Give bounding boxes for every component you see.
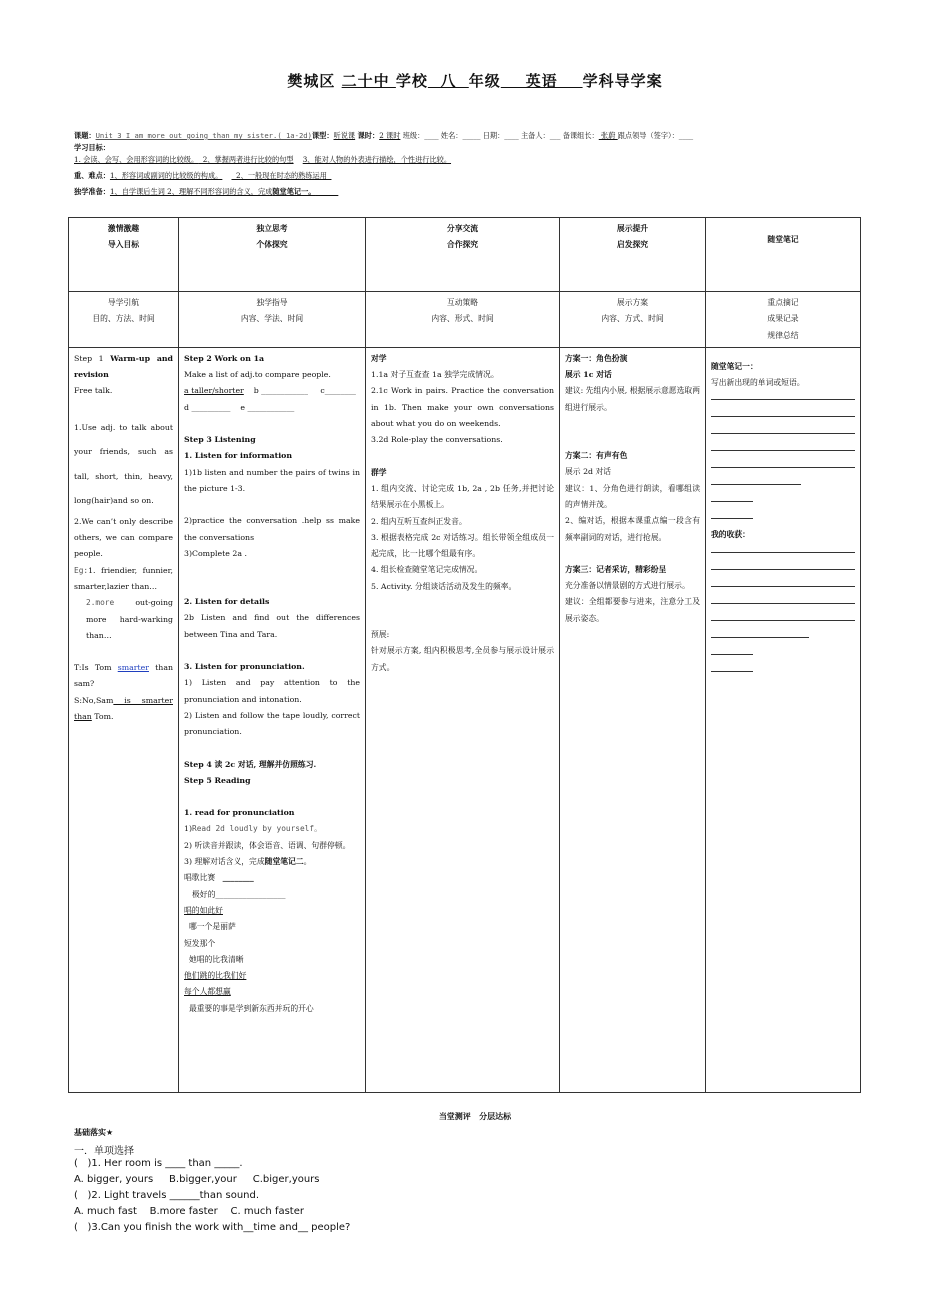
phrase-1-blank: ________: [222, 873, 254, 883]
eg-2-text: out-going more hard-warking than…: [86, 598, 173, 640]
example-1: [74, 563, 173, 596]
spacer: [74, 644, 173, 660]
group-title: 群学: [371, 467, 387, 477]
group-3: 3. 根据表格完成 2c 对话练习。组长带领全组成员一起完成，比一比哪个组最有序。: [371, 532, 554, 559]
lesson-info-line: [74, 130, 693, 142]
plan-1-title: 方案一：角色扮演: [565, 353, 628, 363]
note-1-title: 随堂笔记一：: [711, 361, 758, 371]
phrase-1-text: 唱歌比赛: [184, 873, 223, 883]
subheader-col-1-line-1: 导学引航: [107, 298, 140, 307]
dialog-teacher-end: than sam?: [74, 663, 173, 689]
spacer: [371, 595, 554, 611]
header-row: [69, 218, 861, 292]
goals-line: [74, 154, 451, 166]
spacer: [74, 400, 173, 416]
subheader-col-2-line-2: 内容、学法、时间: [240, 314, 304, 324]
prep-line: [74, 186, 338, 198]
key-label: 重、难点：: [74, 171, 110, 180]
group-4: 4. 组长检查随堂笔记完成情况。: [371, 565, 483, 575]
note-line: [711, 510, 753, 519]
dialog-student-underlined: is smarter than: [74, 695, 173, 722]
listen-info-3: 3)Complete 2a .: [184, 548, 247, 558]
title-grade: 八: [427, 72, 469, 90]
adj-blanks-row-1: [184, 383, 360, 399]
read-step-1: [184, 821, 360, 837]
gain-line: [711, 578, 855, 587]
header-col-1: [69, 218, 179, 292]
page-title: [0, 70, 950, 91]
basics-heading: 基础落实★: [74, 1128, 114, 1137]
col-notes: [706, 347, 861, 1092]
title-suffix: 学科导学案: [582, 72, 663, 90]
question-2-options: A. much fast B.more faster C. much faster: [74, 1206, 304, 1217]
step3-title: Step 3 Listening: [184, 435, 256, 445]
eg-2-more: more: [95, 598, 115, 608]
subheader-col-2: [179, 292, 366, 348]
content-row: [69, 347, 861, 1092]
question-2: ( )2. Light travels ______than sound.: [74, 1190, 260, 1201]
col-warm-up: [69, 347, 179, 1092]
step5-title: Step 5 Reading: [184, 775, 251, 785]
step1-title: Warm-up and revision: [74, 353, 174, 380]
gain-line: [711, 561, 855, 570]
lesson-type: 听说课: [333, 131, 356, 140]
header-col-3-line-2: 合作探究: [446, 240, 479, 250]
spacer: [184, 497, 360, 513]
note-line: [711, 442, 855, 451]
dialog-student: [74, 693, 173, 726]
listen-pron-title: 3. Listen for pronunciation.: [184, 662, 305, 672]
review-signature: 跟点领导（签字）：____: [617, 131, 694, 140]
guide-table: [68, 217, 861, 1093]
pair-title: 对学: [371, 353, 387, 363]
smarter-link[interactable]: smarter: [117, 663, 149, 673]
phrase-5: 短发那个: [184, 938, 216, 948]
read-pron-title: 1. read for pronunciation: [184, 808, 295, 818]
adj-blanks-row-2: d __________ e ____________: [184, 402, 295, 412]
gain-line: [711, 612, 855, 621]
phrase-1: [184, 870, 360, 886]
spacer: [565, 432, 700, 448]
title-grade-label: 年级: [468, 72, 501, 90]
question-1: ( )1. Her room is ____ than _____.: [74, 1158, 243, 1169]
type-label: 课型：: [311, 131, 334, 140]
gain-title: 我的收获：: [711, 530, 750, 540]
note-1-instruction: 写出新出现的单词或短语。: [711, 378, 805, 388]
spacer: [371, 611, 554, 627]
title-school-label: 学校: [395, 72, 428, 90]
dialog-student-text: S:No,Sam: [74, 695, 114, 705]
goal-2: 2、掌握两者进行比较的句型: [198, 155, 294, 164]
warmup-point-1: 1.Use adj. to talk about your friends, such as tall, short, thin, heavy, long(hair)and so on.: [74, 422, 173, 506]
gain-line: [711, 544, 855, 553]
gain-line: [711, 629, 809, 638]
assessment-heading: 当堂测评 分层达标: [438, 1112, 512, 1121]
period-label: 课时：: [355, 131, 380, 140]
header-col-5-line-1: 随堂笔记: [767, 235, 799, 244]
col-independent: [179, 347, 366, 1092]
eg-2-num: 2.: [86, 598, 96, 608]
title-subject: 英语: [500, 72, 583, 90]
free-talk: Free talk.: [74, 386, 113, 396]
preview-title: 预展:: [371, 630, 390, 640]
preview-text: 针对展示方案, 组内积极思考,全员参与展示设计展示方式。: [371, 646, 554, 672]
step1-label: Step 1: [74, 353, 111, 363]
spacer: [184, 416, 360, 432]
pair-3: 3.2d Role-play the conversations.: [371, 435, 503, 445]
warmup-point-2: 2.We can’t only describe others, we can compare people.: [74, 516, 173, 559]
col-cooperative: [366, 347, 560, 1092]
phrase-3: 唱的如此好: [184, 905, 223, 915]
example-2: [74, 595, 173, 644]
read-step-1-text: Read 2d loudly by yourself。: [192, 824, 322, 834]
subheader-col-4-line-1: 展示方案: [616, 298, 649, 307]
spacer: [184, 643, 360, 659]
plan-3-suggestion: 建议：全组都要参与进来，注意分工及展示姿态。: [565, 597, 700, 623]
pair-2: 2.1c Work in pairs. Practice the conversation in 1b. Then make your own conversations about what you do on weekends.: [371, 386, 554, 429]
spacer: [184, 562, 360, 578]
plan-2-suggestion-1: 建议：1、分角色进行朗读，看哪组读的声情并茂。: [565, 483, 700, 509]
note-line: [711, 493, 753, 502]
lesson-label: 课题：: [74, 131, 96, 140]
dialog-teacher-text: T:Is Tom: [74, 663, 118, 673]
lesson-topic: Unit 3 I am more out going than my sister.( 1a-2d): [95, 131, 312, 140]
eg-1-text: 1. friendier, funnier, smarter,lazier than…: [74, 565, 173, 591]
read-step-2: 2) 听读音并跟读，体会语音、语调、句群停顿。: [184, 840, 351, 850]
subheader-col-4: [560, 292, 706, 348]
key-point-2: 2、一般现在时态的熟练运用: [231, 171, 332, 180]
gain-line: [711, 663, 753, 672]
plan-1-subtitle: 展示 1c 对话: [565, 370, 612, 380]
listen-pron-1: 1) Listen and pay attention to the pronunciation and intonation.: [184, 678, 360, 704]
subheader-col-5: [706, 292, 861, 348]
spacer: [184, 741, 360, 757]
step2-title: Step 2 Work on 1a: [184, 353, 265, 363]
phrase-9: 最重要的事是学到新东西并玩的开心: [184, 1003, 314, 1013]
gain-line: [711, 595, 855, 604]
subheader-col-4-line-2: 内容、方式、时间: [601, 314, 664, 324]
spacer: [565, 416, 700, 432]
listen-info-1: 1)1b listen and number the pairs of twins in the picture 1-3.: [184, 467, 360, 493]
listen-info-2: 2)practice the conversation .help ss make the conversations: [184, 516, 360, 542]
dialog-teacher: [74, 660, 173, 693]
goals-label: [74, 142, 110, 154]
goal-3: 3、能对人物的外表进行描绘，个性进行比较。: [302, 155, 452, 164]
plan-1-suggestion: 建议: 先组内小展, 根据展示意愿选取两组进行展示。: [565, 386, 700, 412]
subheader-col-1-line-2: 目的、方法、时间: [92, 314, 155, 324]
col-display: [560, 347, 706, 1092]
step2-instruction: Make a list of adj.to compare people.: [184, 370, 331, 380]
key-points-line: [74, 170, 331, 182]
header-col-2-line-2: 个体探究: [256, 240, 288, 250]
note-line: [711, 408, 855, 417]
read-step-3-text: 3) 理解对话含义，完成: [184, 857, 265, 867]
phrase-2-text: 极好的: [192, 889, 216, 899]
listen-pron-2: 2) Listen and follow the tape loudly, correct pronunciation.: [184, 710, 360, 737]
subheader-col-2-line-1: 独学指导: [256, 298, 288, 307]
read-step-3: [184, 854, 360, 870]
subheader-col-5-line-1: 重点摘记: [767, 298, 799, 307]
header-col-5: [706, 218, 861, 292]
note-line: [711, 425, 855, 434]
header-col-3-line-1: 分享交流: [446, 224, 479, 233]
note-line: [711, 391, 855, 400]
phrase-8: 每个人都想赢: [184, 987, 231, 997]
plan-2-title: 方案二：有声有色: [565, 451, 628, 461]
question-3: ( )3.Can you finish the work with__time and__ people?: [74, 1222, 351, 1233]
question-1-options: A. bigger, yours B.bigger,your C.biger,yours: [74, 1174, 320, 1185]
header-col-3: [366, 218, 560, 292]
phrase-2-blank: __________________: [215, 889, 286, 899]
listen-info-title: 1. Listen for information: [184, 451, 293, 461]
header-col-2-line-1: 独立思考: [256, 224, 288, 233]
group-leader: 张蔚: [598, 131, 618, 140]
prep-text: 1、自学课后生词 2、理解不同形容词的含义，完成: [109, 187, 273, 196]
step4-title: Step 4 读 2c 对话, 理解并仿照练习.: [184, 759, 317, 769]
note-line: [711, 459, 855, 468]
subheader-row: [69, 292, 861, 348]
spacer: [184, 578, 360, 594]
subheader-col-5-line-2: 成果记录: [767, 314, 799, 324]
prep-bold: 随堂笔记一。: [272, 187, 316, 196]
subheader-col-1: [69, 292, 179, 348]
header-col-4: [560, 218, 706, 292]
subheader-col-3-line-2: 内容、形式、时间: [431, 314, 494, 324]
plan-3-text: 充分准备以情景剧的方式进行展示。: [565, 581, 690, 591]
step1-heading: [74, 351, 173, 384]
plan-3-title: 方案三：记者采访，精彩纷呈: [565, 564, 667, 574]
pair-1: 1.1a 对子互查查 1a 独学完成情况。: [371, 370, 499, 380]
group-5: 5. Activity. 分组谈话活动及发生的频率。: [371, 581, 517, 591]
title-school: 二十中: [341, 72, 396, 90]
blank-a: a taller/shorter: [184, 386, 244, 396]
prep-label: 独学准备：: [74, 187, 110, 196]
goals-label-text: 学习目标：: [74, 143, 110, 152]
group-2: 2. 组内互听互查纠正发音。: [371, 516, 467, 526]
phrase-7: 他们跳的比我们好: [184, 971, 247, 981]
dialog-student-end: Tom.: [91, 712, 114, 722]
phrase-6: 她唱的比我清晰: [184, 954, 244, 964]
class-info-fields: 班级：____ 姓名：_____ 日期：____ 主备人：___ 备课组长：: [400, 131, 599, 140]
header-col-4-line-1: 展示提升: [616, 224, 649, 233]
note-line: [711, 476, 801, 485]
subheader-col-3: [366, 292, 560, 348]
eg-label: Eg:: [74, 565, 89, 575]
section-single-choice: 一．单项选择: [74, 1146, 134, 1157]
spacer: [184, 789, 360, 805]
spacer: [371, 449, 554, 465]
key-point-1: 1、形容词或副词的比较级的构成。: [109, 171, 223, 180]
plan-2-subtitle: 展示 2d 对话: [565, 467, 612, 477]
header-col-2: [179, 218, 366, 292]
plan-2-suggestion-2: 2、编对话，根据本课重点编一段含有频率副词的对话，进行抢展。: [565, 516, 700, 542]
subheader-col-3-line-1: 互动策略: [446, 298, 479, 307]
listen-details-1: 2b Listen and find out the differences between Tina and Tara.: [184, 613, 360, 639]
header-col-1-line-2: 导入目标: [107, 240, 140, 250]
blank-b-c: b ____________ c________: [243, 386, 356, 396]
listen-details-title: 2. Listen for details: [184, 597, 270, 607]
spacer: [565, 546, 700, 562]
group-1: 1. 组内交流、讨论完成 1b, 2a , 2b 任务,并把讨论结果展示在小黑板上。: [371, 483, 554, 510]
read-step-3-bold: 随堂笔记二: [264, 857, 304, 867]
gain-line: [711, 646, 753, 655]
phrase-4: 哪一个是丽萨: [184, 922, 236, 932]
header-col-4-line-2: 启发探究: [616, 240, 649, 250]
goal-1: 1. 会读、会写、会用形容词的比较级。: [74, 155, 199, 164]
read-step-1-num: 1): [184, 824, 193, 834]
lesson-period: 2 课时: [379, 131, 401, 140]
read-step-3-end: 。: [303, 857, 312, 867]
subheader-col-5-line-3: 规律总结: [767, 330, 799, 340]
prep-tail: [315, 187, 338, 196]
header-col-1-line-1: 激情激趣: [107, 224, 140, 233]
title-district: 樊城区: [287, 72, 342, 90]
phrase-2: [184, 887, 360, 903]
spacer: [711, 351, 855, 359]
